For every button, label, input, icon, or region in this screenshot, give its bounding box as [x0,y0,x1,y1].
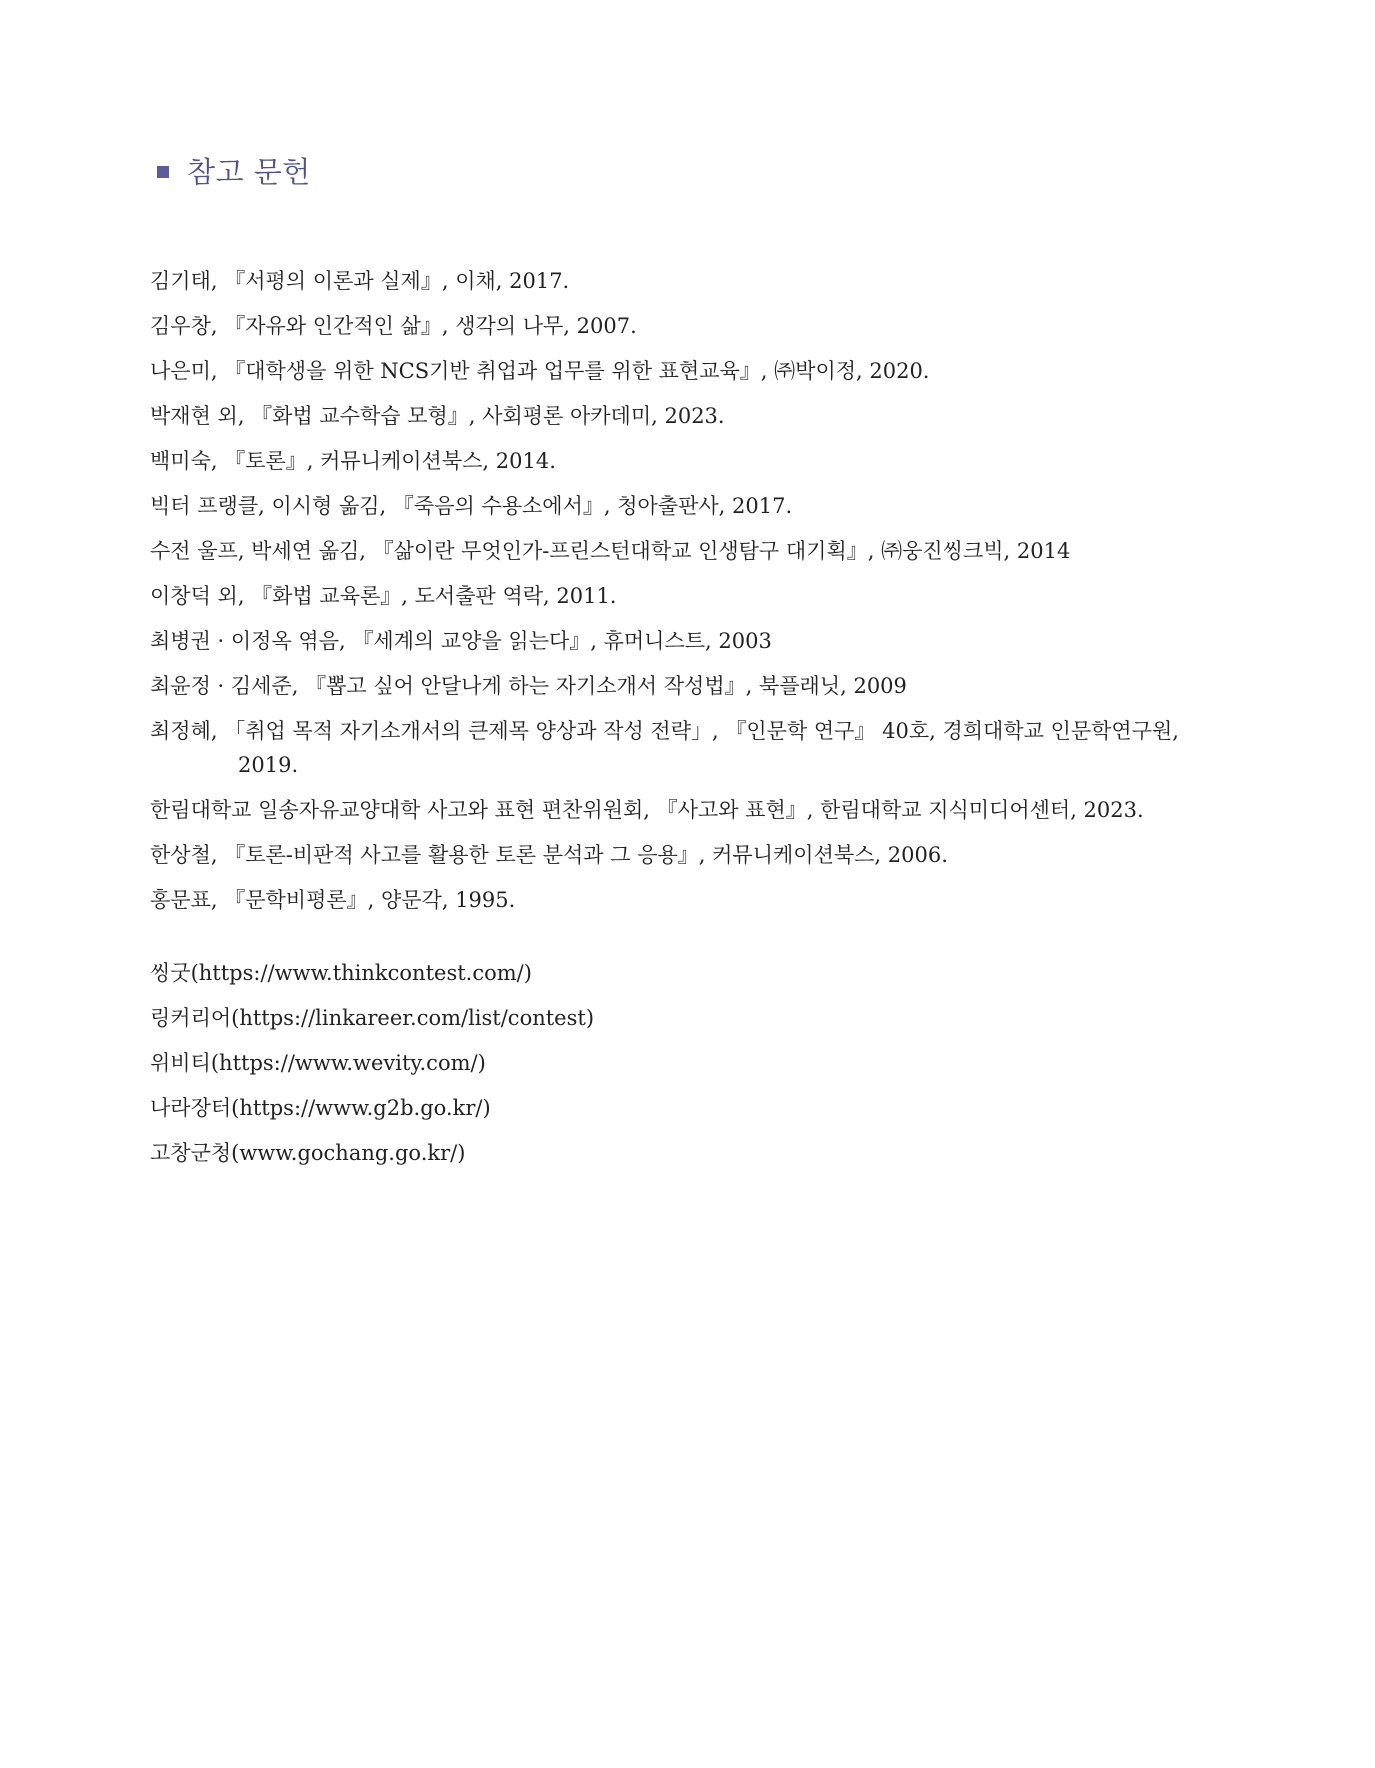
website-item: 링커리어(https://linkareer.com/list/contest) [150,1006,595,1030]
website-list [150,956,594,1181]
reference-item: 김기태, 『서평의 이론과 실제』, 이채, 2017. [150,269,570,293]
square-bullet-icon [157,166,169,178]
reference-item: 한상철, 『토론-비판적 사고를 활용한 토론 분석과 그 응용』, 커뮤니케이션북스, 2006. [150,843,948,867]
reference-item: 홍문표, 『문학비평론』, 양문각, 1995. [150,888,516,912]
website-item: 씽굿(https://www.thinkcontest.com/) [150,961,532,985]
reference-item: 최윤정 · 김세준, 『뽑고 싶어 안달나게 하는 자기소개서 작성법』, 북플래닛, 2009 [150,674,907,698]
reference-item: 김우창, 『자유와 인간적인 삶』, 생각의 나무, 2007. [150,314,637,338]
reference-item: 최병권 · 이정옥 엮음, 『세계의 교양을 읽는다』, 휴머니스트, 2003 [150,629,772,653]
reference-item: 수전 울프, 박세연 옮김, 『삶이란 무엇인가-프린스턴대학교 인생탐구 대기획』, ㈜웅진씽크빅, 2014 [150,539,1071,563]
section-title: 참고 문헌 [187,155,311,189]
reference-item: 박재현 외, 『화법 교수학습 모형』, 사회평론 아카데미, 2023. [150,404,725,428]
reference-item: 최정혜, 「취업 목적 자기소개서의 큰제목 양상과 작성 전략」, 『인문학 연구』 40호, 경희대학교 인문학연구원, 2019. [150,719,1179,777]
website-item: 고창군청(www.gochang.go.kr/) [150,1141,466,1165]
website-item: 나라장터(https://www.g2b.go.kr/) [150,1096,491,1120]
section-heading [157,150,311,191]
reference-item: 한림대학교 일송자유교양대학 사고와 표현 편찬위원회, 『사고와 표현』, 한림대학교 지식미디어센터, 2023. [150,798,1144,822]
reference-list [150,264,1240,928]
reference-item: 이창덕 외, 『화법 교육론』, 도서출판 역락, 2011. [150,584,617,608]
reference-item: 빅터 프랭클, 이시형 옮김, 『죽음의 수용소에서』, 청아출판사, 2017. [150,494,793,518]
reference-item: 나은미, 『대학생을 위한 NCS기반 취업과 업무를 위한 표현교육』, ㈜박이정, 2020. [150,359,930,383]
website-item: 위비티(https://www.wevity.com/) [150,1051,486,1075]
reference-item: 백미숙, 『토론』, 커뮤니케이션북스, 2014. [150,449,556,473]
